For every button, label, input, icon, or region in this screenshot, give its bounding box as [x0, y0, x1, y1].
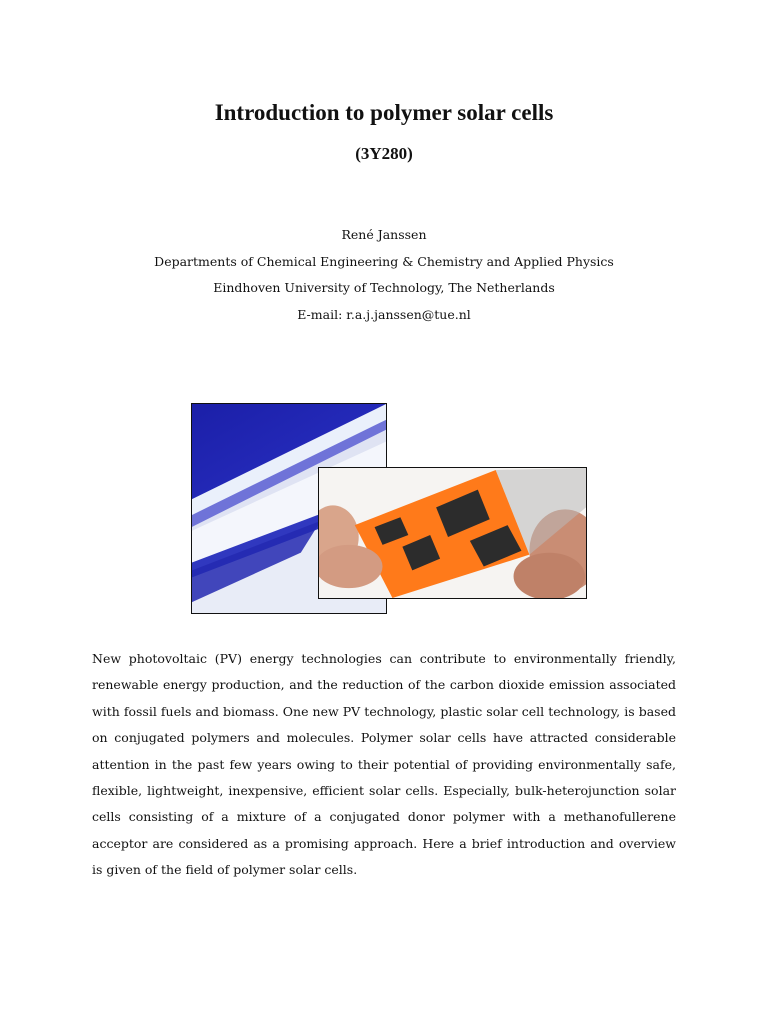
solar-cell-device-photo-image [318, 467, 587, 599]
abstract-paragraph: New photovoltaic (PV) energy technologies can contribute to environmentally friendly, renewable energy production, and the reduction of the carbon dioxide emission associated with fossil fuels and biomass. One new PV technology, plastic solar cell technology, is based on conjugated polymers and molecules. Polymer solar cells have attracted considerable attention in the past few years owing to their potential of providing environmentally safe, flexible, lightweight, inexpensive, efficient solar cells. Especially, bulk-heterojunction solar cells consisting of a mixture of a conjugated donor polymer with a methanofullerene acceptor are considered as a promising approach. Here a brief introduction and overview is given of the field of polymer solar cells. [92, 651, 676, 878]
course-code: (3Y280) [355, 144, 413, 163]
author-name: René Janssen [341, 227, 427, 242]
author-block [0, 222, 768, 328]
page-title: Introduction to polymer solar cells [214, 100, 554, 125]
device-graphic [319, 468, 586, 598]
author-email[interactable]: E-mail: r.a.j.janssen@tue.nl [297, 306, 471, 322]
author-departments: Departments of Chemical Engineering & Chemistry and Applied Physics [154, 253, 614, 269]
author-university: Eindhoven University of Technology, The Netherlands [213, 280, 555, 295]
